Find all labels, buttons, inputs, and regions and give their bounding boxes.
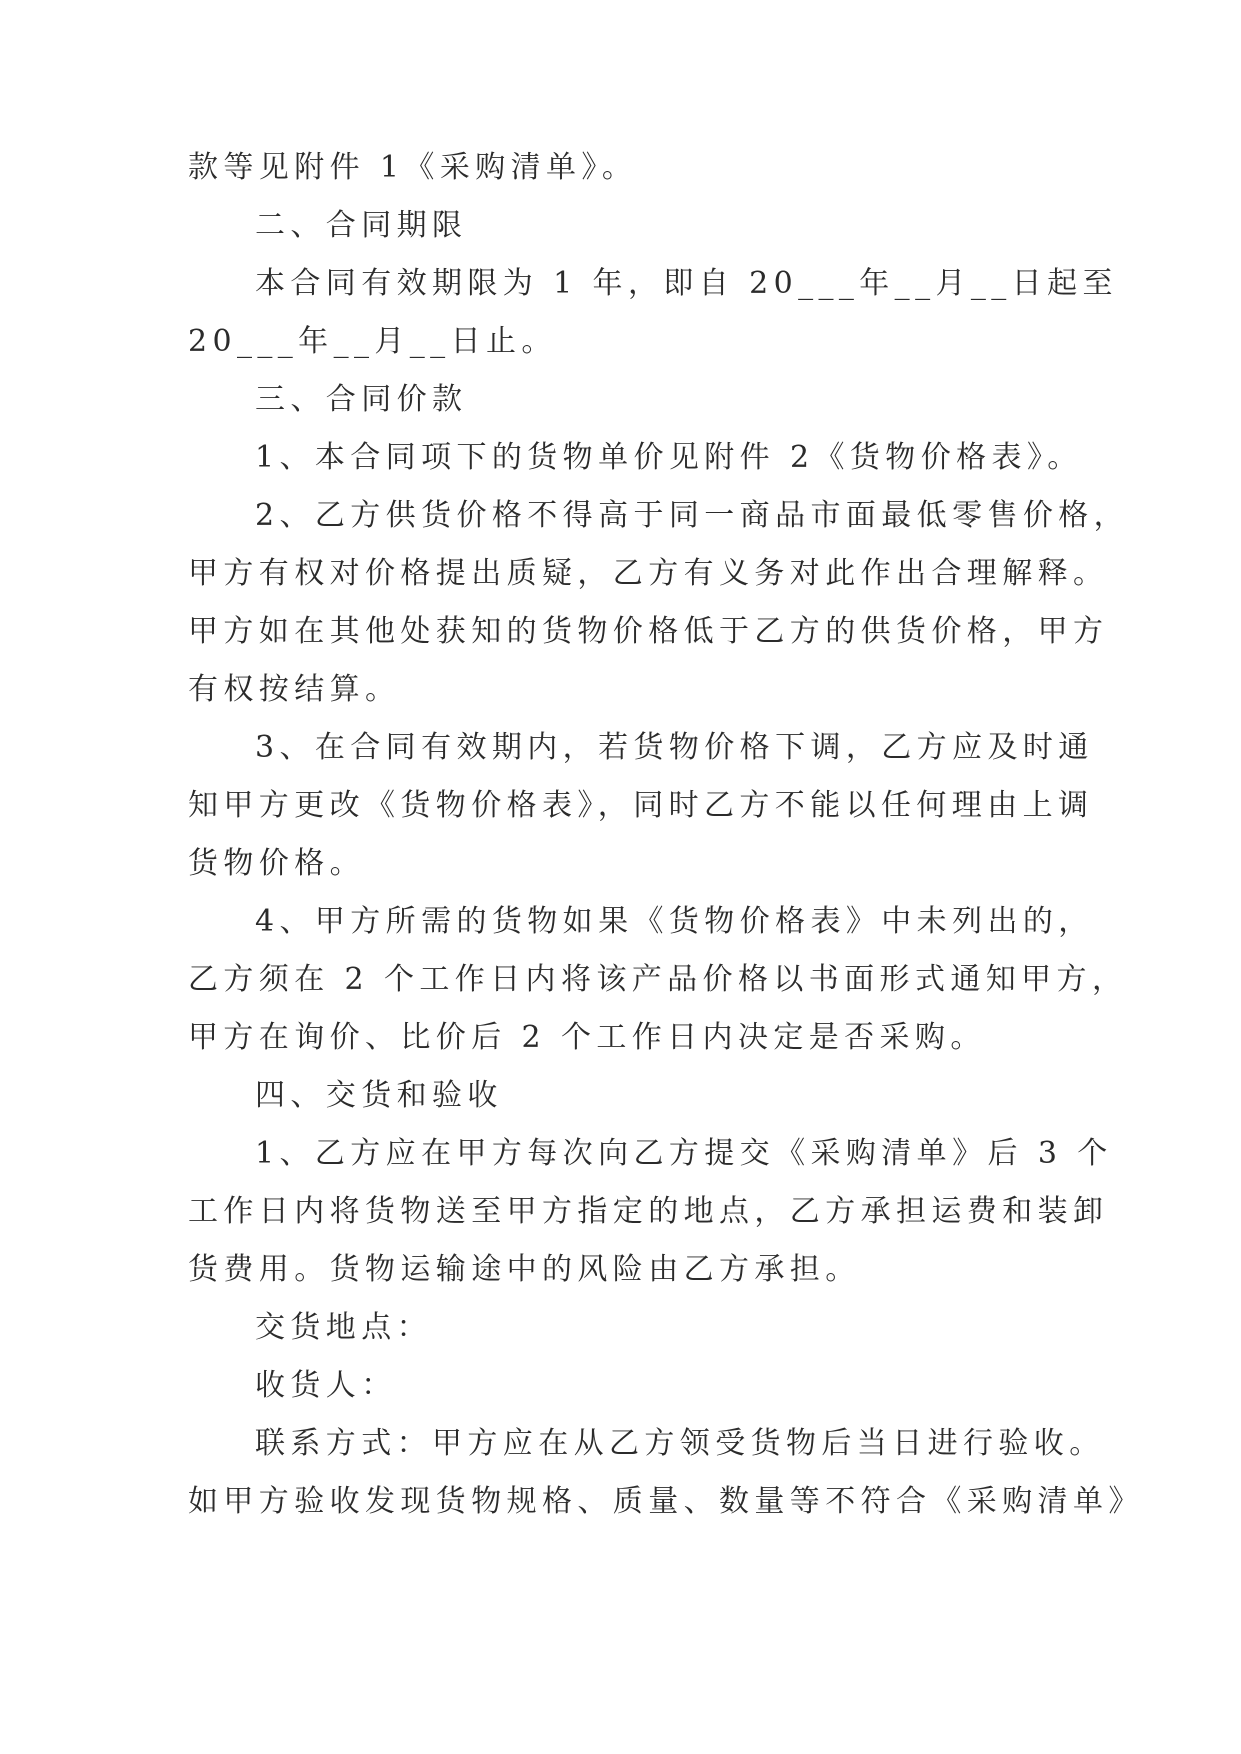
text-line: 20___年__月__日止。 — [188, 324, 557, 359]
text-line: 有权按结算。 — [188, 672, 401, 707]
text-line: 收货人： — [255, 1368, 397, 1403]
text-line: 联系方式：甲方应在从乙方领受货物后当日进行验收。 — [255, 1426, 1105, 1461]
section-heading: 四、交货和验收 — [255, 1078, 503, 1113]
text-line: 4、甲方所需的货物如果《货物价格表》中未列出的， — [255, 904, 1094, 939]
text-line: 甲方在询价、比价后 2 个工作日内决定是否采购。 — [188, 1020, 986, 1055]
text-line: 知甲方更改《货物价格表》，同时乙方不能以任何理由上调 — [188, 788, 1094, 823]
text-line: 1、乙方应在甲方每次向乙方提交《采购清单》后 3 个 — [255, 1136, 1113, 1171]
text-line: 甲方如在其他处获知的货物价格低于乙方的供货价格，甲方 — [188, 614, 1109, 649]
text-line: 乙方须在 2 个工作日内将该产品价格以书面形式通知甲方， — [188, 962, 1128, 997]
text-line: 2、乙方供货价格不得高于同一商品市面最低零售价格， — [255, 498, 1130, 533]
text-line: 工作日内将货物送至甲方指定的地点，乙方承担运费和装卸 — [188, 1194, 1109, 1229]
text-line: 3、在合同有效期内，若货物价格下调，乙方应及时通 — [255, 730, 1094, 765]
text-line: 本合同有效期限为 1 年，即自 20___年__月__日起至 — [255, 266, 1118, 301]
text-line: 如甲方验收发现货物规格、质量、数量等不符合《采购清单》 — [188, 1484, 1144, 1519]
text-line: 货费用。货物运输途中的风险由乙方承担。 — [188, 1252, 861, 1287]
text-line: 款等见附件 1《采购清单》。 — [188, 150, 638, 185]
text-line: 货物价格。 — [188, 846, 365, 881]
section-heading: 二、合同期限 — [255, 208, 468, 243]
text-line: 甲方有权对价格提出质疑，乙方有义务对此作出合理解释。 — [188, 556, 1109, 591]
section-heading: 三、合同价款 — [255, 382, 468, 417]
text-line: 1、本合同项下的货物单价见附件 2《货物价格表》。 — [255, 440, 1083, 475]
text-line: 交货地点： — [255, 1310, 432, 1345]
